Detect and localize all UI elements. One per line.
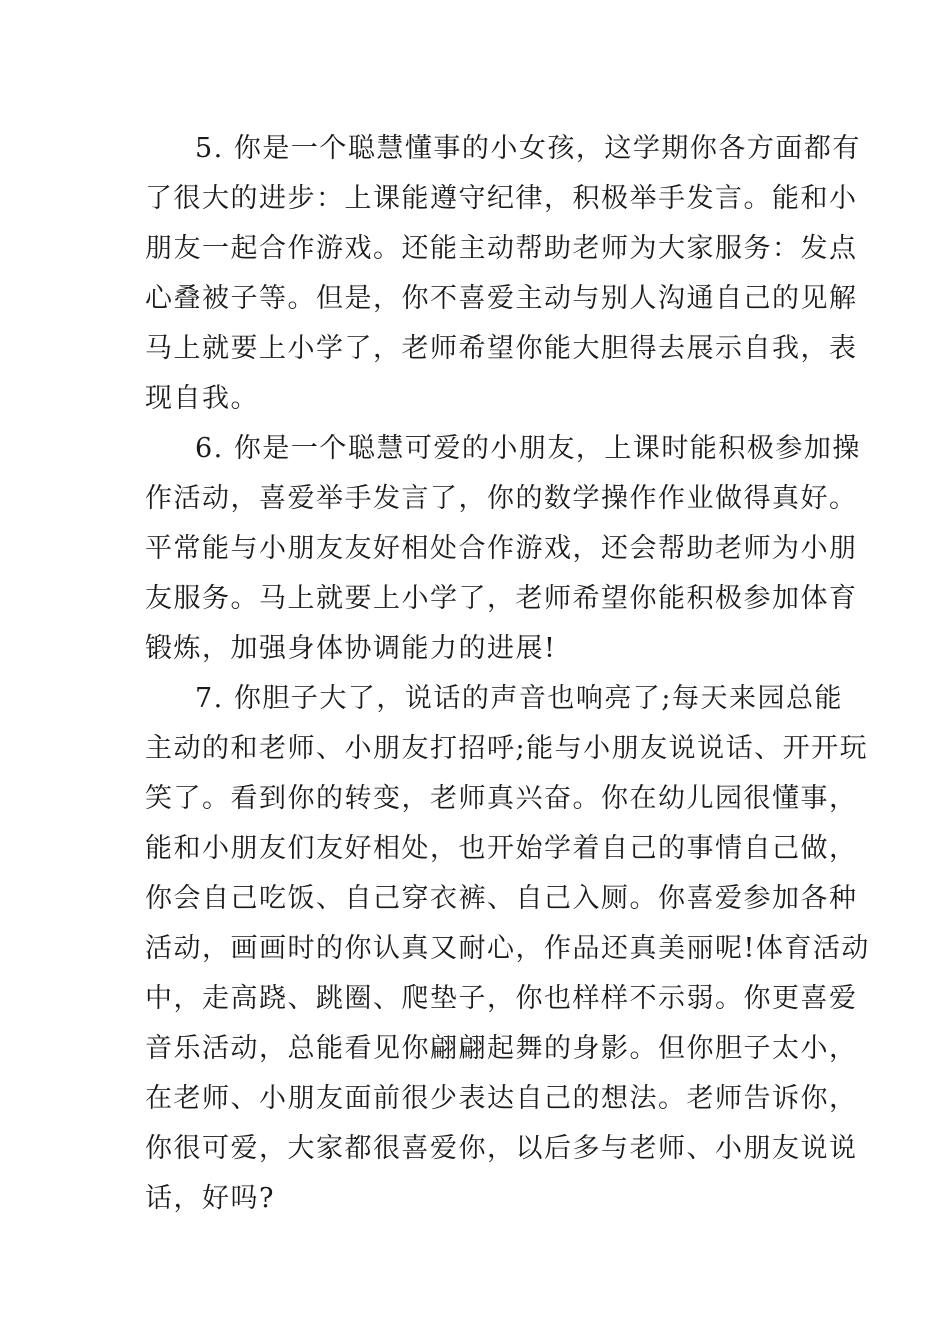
text-line: 活动，画画时的你认真又耐心，作品还真美丽呢!体育活动 xyxy=(145,933,870,964)
text-line: 7. 你胆子大了，说话的声音也响亮了;每天来园总能 xyxy=(195,683,843,714)
text-line: 中，走高跷、跳圈、爬垫子，你也样样不示弱。你更喜爱 xyxy=(145,983,858,1014)
text-line: 话，好吗? xyxy=(145,1183,275,1214)
text-line: 在老师、小朋友面前很少表达自己的想法。老师告诉你， xyxy=(145,1083,858,1114)
paragraph-5 xyxy=(145,124,861,424)
text-line: 你很可爱，大家都很喜爱你，以后多与老师、小朋友说说 xyxy=(145,1133,858,1164)
text-line: 马上就要上小学了，老师希望你能大胆得去展示自我，表 xyxy=(145,333,858,364)
document-body xyxy=(145,124,870,1224)
text-line: 主动的和老师、小朋友打招呼;能与小朋友说说话、开开玩 xyxy=(145,733,869,764)
text-line: 音乐活动，总能看见你翩翩起舞的身影。但你胆子太小， xyxy=(145,1033,858,1064)
text-line: 现自我。 xyxy=(145,383,259,414)
text-line: 能和小朋友们友好相处，也开始学着自己的事情自己做， xyxy=(145,833,858,864)
text-line: 你会自己吃饭、自己穿衣裤、自己入厕。你喜爱参加各种 xyxy=(145,883,858,914)
text-line: 锻炼，加强身体协调能力的进展! xyxy=(145,633,557,664)
text-line: 5. 你是一个聪慧懂事的小女孩，这学期你各方面都有 xyxy=(195,133,861,164)
text-line: 心叠被子等。但是，你不喜爱主动与别人沟通自己的见解 xyxy=(145,283,858,314)
text-line: 6. 你是一个聪慧可爱的小朋友，上课时能积极参加操 xyxy=(195,433,861,464)
text-line: 作活动，喜爱举手发言了，你的数学操作作业做得真好。 xyxy=(145,483,858,514)
paragraph-7 xyxy=(145,674,870,1224)
text-line: 平常能与小朋友友好相处合作游戏，还会帮助老师为小朋 xyxy=(145,533,858,564)
paragraph-6 xyxy=(145,424,861,674)
text-line: 笑了。看到你的转变，老师真兴奋。你在幼儿园很懂事， xyxy=(145,783,858,814)
text-line: 友服务。马上就要上小学了，老师希望你能积极参加体育 xyxy=(145,583,858,614)
text-line: 朋友一起合作游戏。还能主动帮助老师为大家服务：发点 xyxy=(145,233,858,264)
text-line: 了很大的进步：上课能遵守纪律，积极举手发言。能和小 xyxy=(145,183,858,214)
